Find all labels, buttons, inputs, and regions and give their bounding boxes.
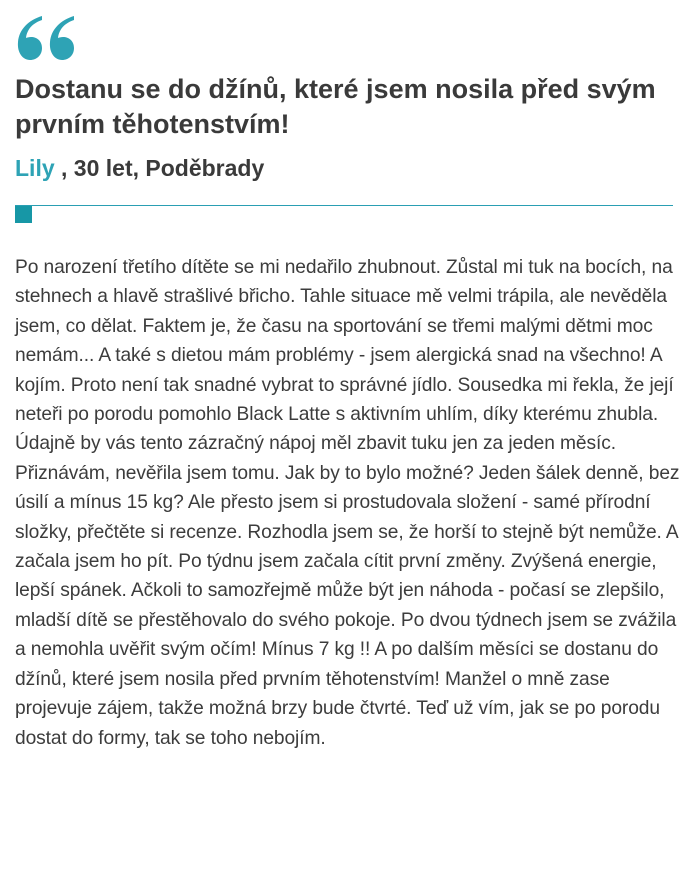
divider-accent-square [15,206,32,223]
testimonial-title: Dostanu se do džínů, které jsem nosila před svým prvním těhotenstvím! [15,74,656,139]
testimonial-author [15,153,264,183]
author-name: Lily [15,155,55,181]
divider-line [15,205,673,206]
testimonial-body: Po narození třetího dítěte se mi nedařilo zhubnout. Zůstal mi tuk na bocích, na stehnech a hlavě strašlivé břicho. Tahle situace mě velmi trápila, ale nevěděla jsem, co dělat. Faktem je, že času na sportování se třemi malými dětmi moc nemám... A také s dietou mám problémy - jsem alergická snad na všechno! A kojím. Proto není tak snadné vybrat to správné jídlo. Sousedka mi řekla, že její neteři po porodu pomohlo Black Latte s aktivním uhlím, díky kterému zhubla. Údajně by vás tento zázračný nápoj měl zbavit tuku jen za jeden měsíc. Přiznávám, nevěřila jsem tomu. Jak by to bylo možné? Jeden šálek denně, bez úsilí a mínus 15 kg? Ale přesto jsem si prostudovala složení - samé přírodní složky, přečtěte si recenze. Rozhodla jsem se, že horší to stejně být nemůže. A začala jsem ho pít. Po týdnu jsem začala cítit první změny. Zvýšená energie, lepší spánek. Ačkoli to samozřejmě může být jen náhoda - počasí se zlepšilo, mladší dítě se přestěhovalo do svého pokoje. Po dvou týdnech jsem se zvážila a nemohla uvěřit svým očím! Mínus 7 kg !! A po dalším měsíci se dostanu do džínů, které jsem nosila před prvním těhotenstvím! Manžel o mně zase projevuje zájem, takže možná brzy bude čtvrté. Teď už vím, jak se po porodu dostat do formy, tak se toho nebojím. [15,257,680,749]
quote-icon [15,14,77,62]
author-details: , 30 let, Poděbrady [54,155,265,181]
